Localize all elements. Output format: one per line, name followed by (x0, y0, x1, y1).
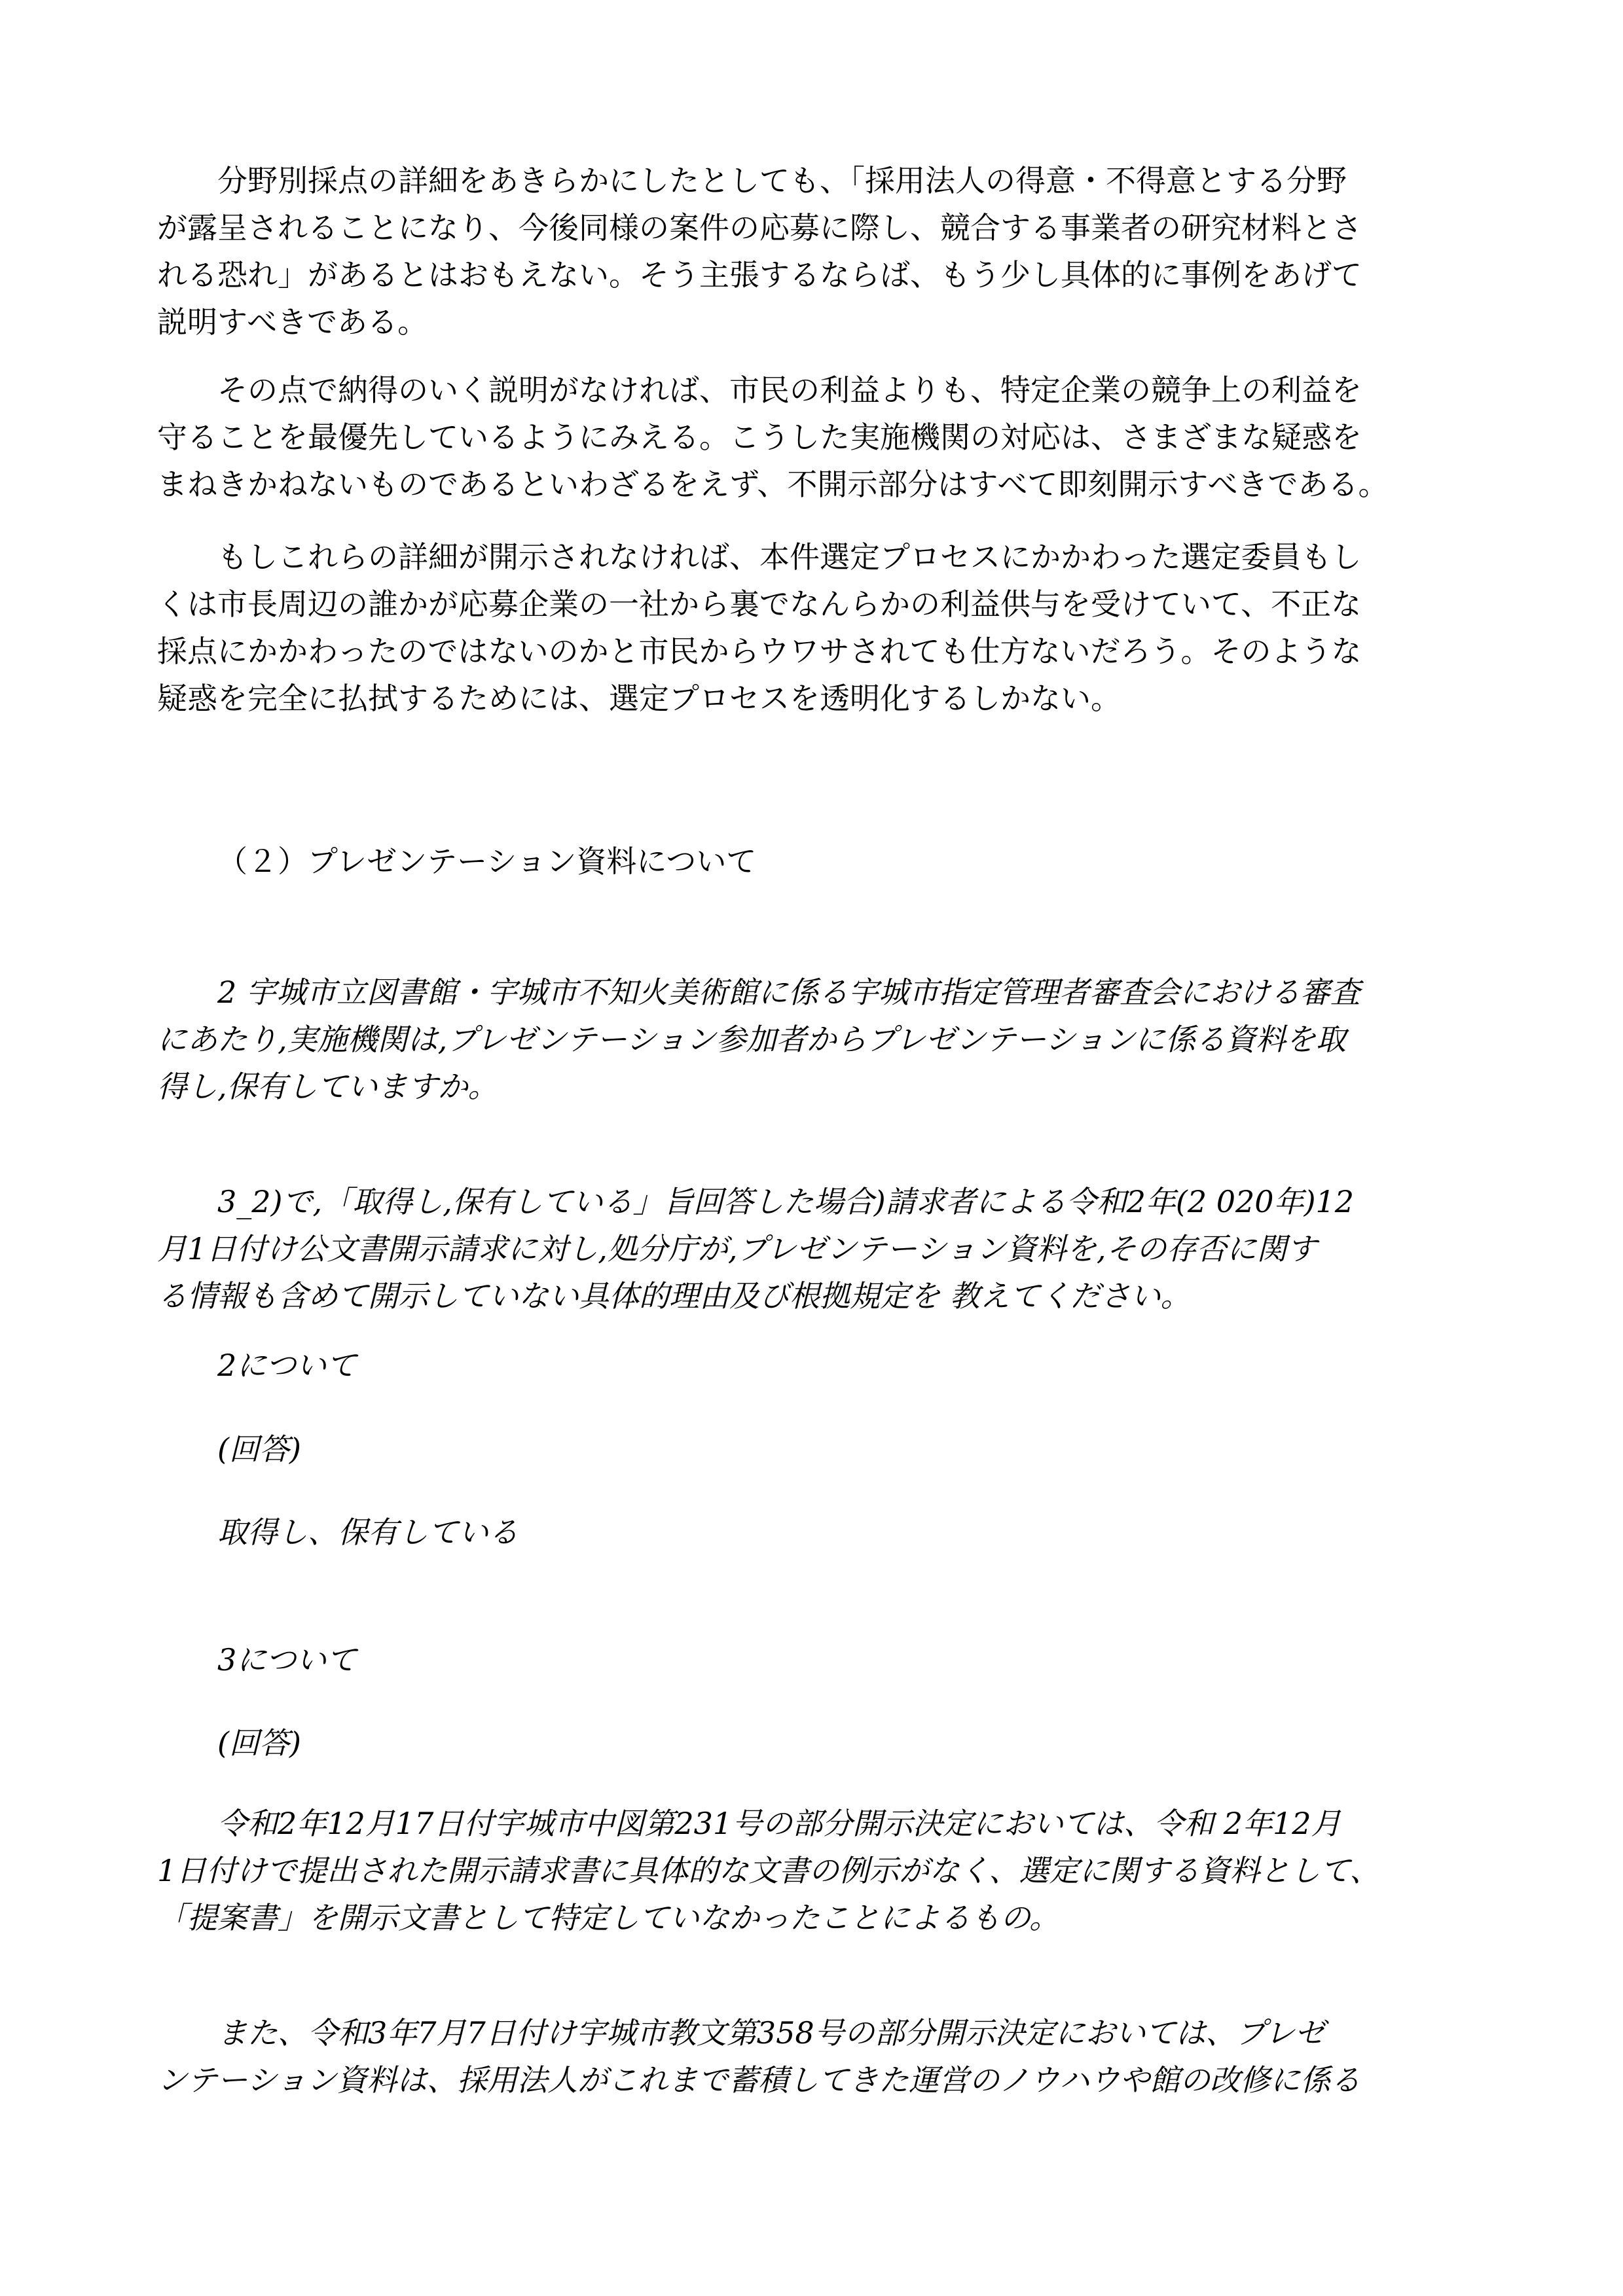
text-line: 分野別採点の詳細をあきらかにしたとしても、「採用法人の得意・不得意とする分野 (217, 163, 1347, 198)
text-line: まねきかねないものであるといわざるをえず、不開示部分はすべて即刻開示すべきである。 (157, 467, 1389, 502)
paragraph-transparency (157, 533, 1473, 722)
section-heading-text: （２）プレゼンテーション資料について (217, 844, 757, 879)
text-line: れる恐れ」があるとはおもえない。そう主張するならば、もう少し具体的に事例をあげて (157, 257, 1362, 293)
answer-2-answer-label (157, 1426, 1473, 1473)
text-line: 「提案書」を開示文書として特定していなかったことによるもの。 (157, 1900, 1060, 1935)
text-line: 説明すべきである。 (157, 304, 428, 340)
paragraph-scoring-details (157, 157, 1473, 346)
text-line: 1日付けで提出された開示請求書に具体的な文書の例示がなく、選定に関する資料として、 (157, 1853, 1380, 1888)
text-line: 得し,保有していますか。 (157, 1069, 498, 1104)
text-line: 守ることを最優先しているようにみえる。こうした実施機関の対応は、さまざまな疑惑を (157, 420, 1362, 455)
answer-3-label (157, 1636, 1473, 1683)
text-line: その点で納得のいく説明がなければ、市民の利益よりも、特定企業の競争上の利益を (217, 372, 1362, 408)
text-line: (回答) (217, 1725, 301, 1761)
text-line: 3_2)で,「取得し,保有している」旨回答した場合)請求者による令和2年(2 020年)12 (217, 1184, 1355, 1219)
text-line: また、令和3年7月7日付け宇城市教文第358号の部分開示決定においては、プレゼ (217, 2015, 1325, 2051)
answer-2-text (157, 1509, 1473, 1556)
paragraph-explanation (157, 367, 1473, 508)
text-line: (回答) (217, 1431, 301, 1467)
question-3 (157, 1178, 1473, 1319)
text-line: 月1日付け公文書開示請求に対し,処分庁が,プレゼンテーション資料を,その存否に関す (157, 1231, 1317, 1266)
answer-2-label (157, 1342, 1473, 1389)
answer-3-additional-text (157, 2009, 1473, 2104)
text-line: 取得し、保有している (217, 1515, 519, 1550)
question-2 (157, 969, 1473, 1110)
text-line: 2 宇城市立図書館・宇城市不知火美術館に係る宇城市指定管理者審査会における審査 (217, 975, 1360, 1010)
text-line: 令和2年12月17日付宇城市中図第231号の部分開示決定においては、令和 2年12月 (217, 1806, 1341, 1841)
text-line: 3について (217, 1642, 357, 1677)
text-line: 2について (217, 1348, 357, 1383)
text-line: ンテーション資料は、採用法人がこれまで蓄積してきた運営のノウハウや館の改修に係る (157, 2062, 1361, 2098)
answer-3-answer-label (157, 1719, 1473, 1767)
text-line: 採点にかかわったのではないのかと市民からウワサされても仕方ないだろう。そのような (157, 634, 1362, 669)
text-line: が露呈されることになり、今後同様の案件の応募に際し、競合する事業者の研究材料とさ (157, 210, 1362, 245)
text-line: もしこれらの詳細が開示されなければ、本件選定プロセスにかかわった選定委員もし (217, 539, 1362, 575)
text-line: くは市長周辺の誰かが応募企業の一社から裏でなんらかの利益供与を受けていて、不正な (157, 586, 1362, 622)
text-line: 疑惑を完全に払拭するためには、選定プロセスを透明化するしかない。 (157, 681, 1121, 716)
answer-3-text (157, 1800, 1473, 1941)
section-heading-presentation (157, 838, 1473, 885)
text-line: にあたり,実施機関は,プレゼンテーション参加者からプレゼンテーションに係る資料を取 (157, 1022, 1346, 1057)
text-line: る情報も含めて開示していない具体的理由及び根拠規定を 教えてください。 (157, 1278, 1191, 1314)
